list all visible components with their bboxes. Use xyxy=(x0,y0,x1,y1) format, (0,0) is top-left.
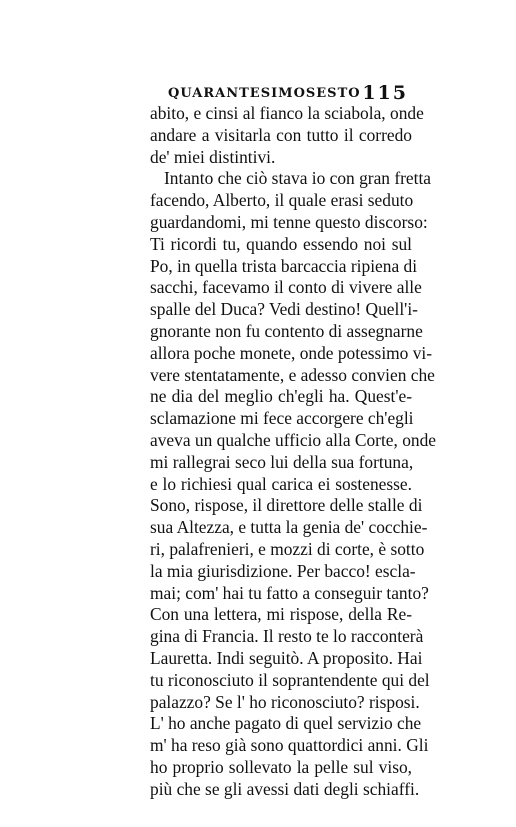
text-line: spalle del Duca? Vedi destino! Quell'i- xyxy=(150,299,418,320)
text-line: andare a visitarla con tutto il corredo xyxy=(150,124,412,145)
text-line: ne dia del meglio ch'egli ha. Quest'e- xyxy=(150,386,412,407)
text-line: guardandomi, mi tenne questo discorso: xyxy=(150,211,428,232)
text-line: de' miei distintivi. xyxy=(150,146,276,167)
text-line: abito, e cinsi al fianco la sciabola, onde xyxy=(150,103,424,123)
text-line: Lauretta. Indi seguitò. A proposito. Hai xyxy=(150,647,423,668)
text-line: palazzo? Se l' ho riconosciuto? risposi. xyxy=(150,691,420,712)
text-line: Intanto che ciò stava io con gran fretta xyxy=(164,168,432,189)
text-line: aveva un qualche ufficio alla Corte, onde xyxy=(150,429,437,450)
text-line: ho proprio sollevato la pelle sul viso, xyxy=(150,756,412,777)
text-line: Ti ricordi tu, quando essendo noi sul xyxy=(150,233,412,254)
text-line: gnorante non fu contento di assegnarne xyxy=(150,320,423,341)
text-line: e lo richiesi qual carica ei sostenesse. xyxy=(150,473,412,494)
text-line: Po, in quella trista barcaccia ripiena di xyxy=(150,255,418,276)
text-line: gina di Francia. Il resto te lo racconterà xyxy=(150,626,424,647)
text-line: mi rallegrai seco lui della sua fortuna, xyxy=(150,451,414,472)
text-line: la mia giurisdizione. Per bacco! escla- xyxy=(150,560,416,581)
text-line: tu riconosciuto il soprantendente qui del xyxy=(150,669,430,690)
text-line: allora poche monete, onde potessimo vi- xyxy=(150,342,433,363)
text-line: vere stentatamente, e adesso convien che xyxy=(150,364,435,385)
text-line: L' ho anche pagato di quel servizio che xyxy=(150,713,422,734)
text-line: sua Altezza, e tutta la genia de' cocchie- xyxy=(150,517,428,538)
text-line: facendo, Alberto, il quale erasi seduto xyxy=(150,190,414,211)
running-title: QUARANTESIMOSESTO xyxy=(168,86,361,101)
text-line: più che se gli avessi dati degli schiaffi. xyxy=(150,778,420,799)
text-line: ri, palafrenieri, e mozzi di corte, è sotto xyxy=(150,538,425,559)
text-line: m' ha reso già sono quattordici anni. Gli xyxy=(150,735,429,756)
text-line: mai; com' hai tu fatto a conseguir tanto? xyxy=(150,582,429,603)
text-line: Con una lettera, mi rispose, della Re- xyxy=(150,604,412,625)
body-text xyxy=(150,103,437,801)
text-line: sclamazione mi fece accorgere ch'egli xyxy=(150,408,414,429)
page-number: 115 xyxy=(362,82,408,104)
text-line: Sono, rispose, il direttore delle stalle di xyxy=(150,495,423,516)
text-line: sacchi, facevamo il conto di vivere alle xyxy=(150,277,422,298)
